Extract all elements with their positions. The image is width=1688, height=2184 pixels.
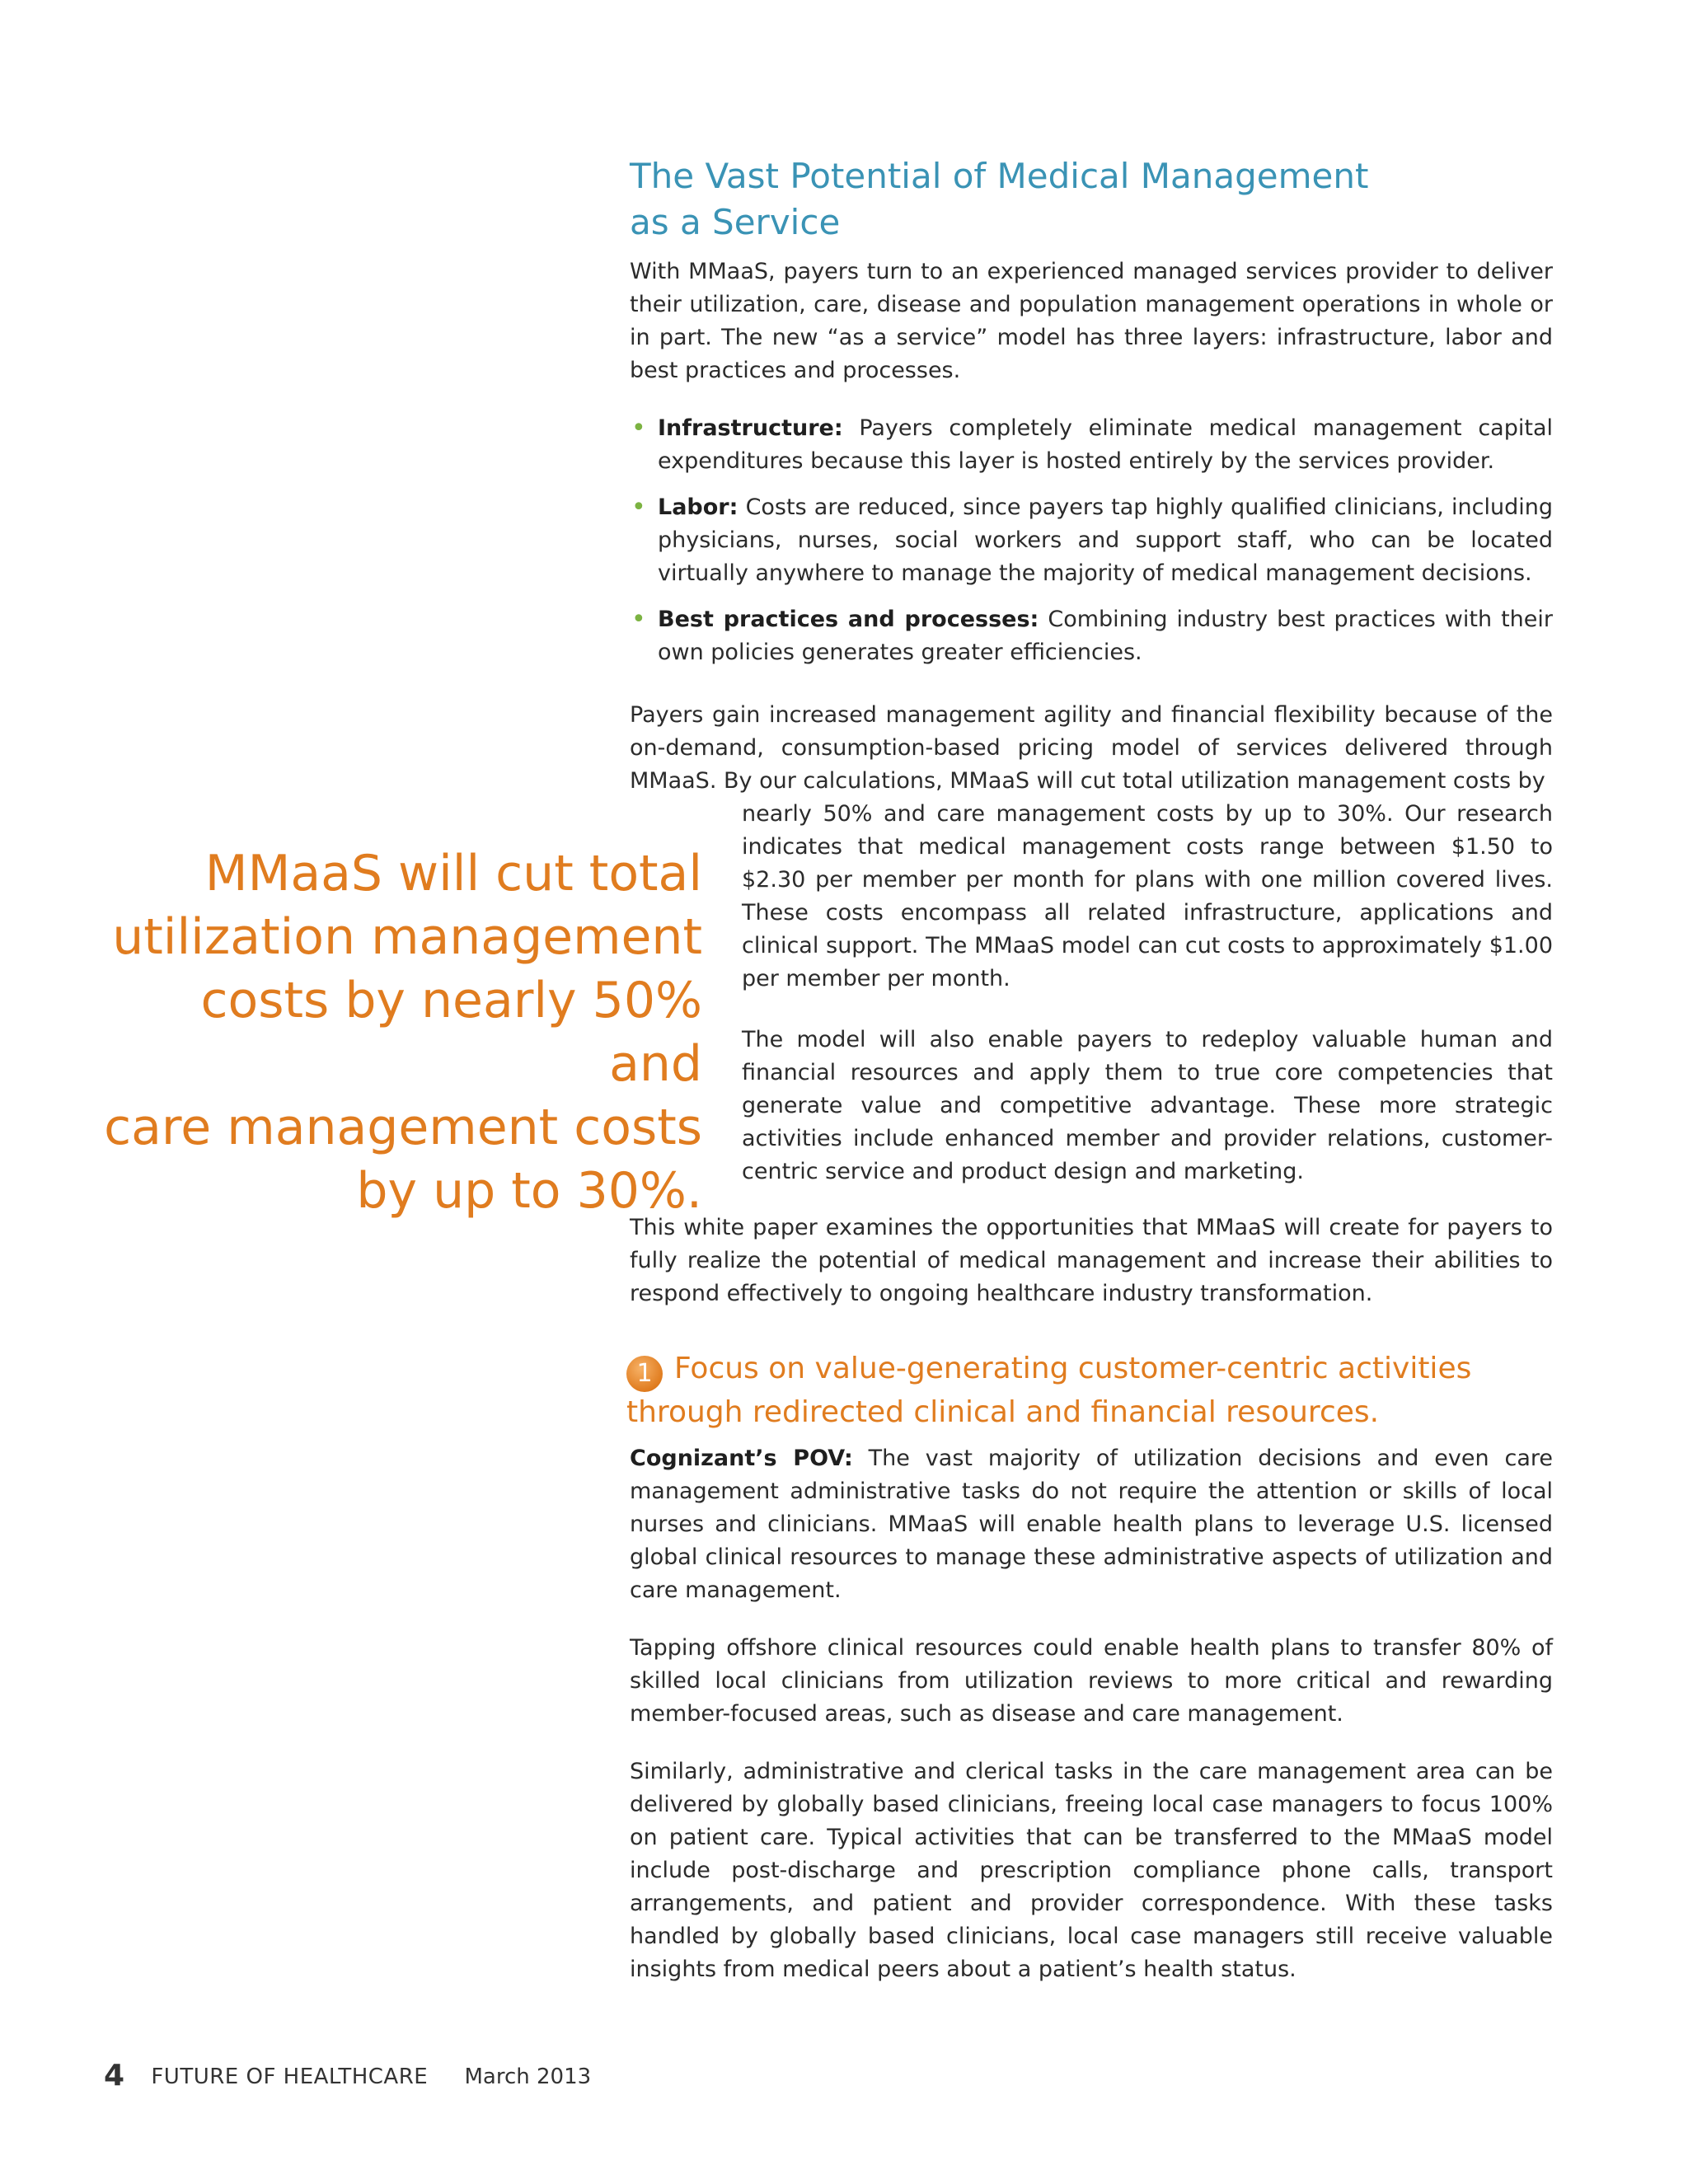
bullet-text: Payers completely eliminate medical management capital expenditures because this layer is hosted entirely by the services provider.: [658, 415, 1553, 474]
list-item: [630, 603, 1553, 669]
bullet-text: Costs are reduced, since payers tap highly qualified clinicians, including physicians, nurses, social workers and support staff, who can be located virtually anywhere to manage the majority of medical management decisions.: [658, 494, 1553, 586]
pov-paragraph: [630, 1442, 1553, 1607]
pull-quote-line: by up to 30%.: [356, 1162, 702, 1220]
pov-text: The vast majority of utilization decisions and even care management administrative tasks do not require the attention or skills of local nurses and clinicians. MMaaS will enable health plans to leverage U.S. licensed global clinical resources to manage these administrative aspects of utilization and care management.: [630, 1446, 1553, 1603]
service-layers-list: [630, 412, 1553, 682]
model-paragraph: The model will also enable payers to redeploy valuable human and financial resources and apply them to true core competencies that generate value and competitive advantage. These more strategic activities include enhanced member and provider relations, customer-centric service and product design and marketing.: [742, 1027, 1553, 1184]
section-1-heading-line-1: [626, 1348, 1566, 1392]
pov-label: Cognizant’s POV:: [630, 1446, 853, 1471]
section-number-badge: 1: [626, 1356, 663, 1392]
white-paper-paragraph: This white paper examines the opportunities that MMaaS will create for payers to fully realize the potential of medical management and increase their abilities to respond effectively to ongoing healthcare industry transformation.: [630, 1215, 1553, 1306]
page-title: [630, 153, 1553, 246]
section-1-heading-line-2: through redirected clinical and financial resources.: [626, 1395, 1380, 1429]
bullet-term: Labor:: [658, 494, 738, 520]
pull-quote-line: utilization management: [112, 908, 702, 966]
section-1-heading-text-1: Focus on value-generating customer-centric activities: [674, 1352, 1472, 1385]
bullet-term: Best practices and processes:: [658, 607, 1039, 632]
similarly-paragraph: Similarly, administrative and clerical tasks in the care management area can be delivered by globally based clinicians, freeing local case managers to focus 100% on patient care. Typical activities that can be transferred to the MMaaS model include post-discharge and prescription compliance phone calls, transport arrangements, and patient and provider correspondence. With these tasks handled by globally based clinicians, local case managers still receive valuable insights from medical peers about a patient’s health status.: [630, 1759, 1553, 1982]
publication-name: FUTURE OF HEALTHCARE: [151, 2064, 429, 2089]
page-title-line-2: as a Service: [630, 202, 841, 242]
bullet-dot-icon: •: [631, 493, 646, 522]
list-item: [630, 412, 1553, 478]
agility-paragraph: [630, 699, 1553, 996]
pull-quote-line: care management costs: [104, 1099, 702, 1156]
page-title-line-1: The Vast Potential of Medical Management: [630, 156, 1369, 196]
page-footer: [104, 2059, 591, 2093]
bullet-dot-icon: •: [631, 414, 646, 443]
agility-paragraph-part-2: nearly 50% and care management costs by up to 30%. Our research indicates that medical management costs range between $1.50 to $2.30 per member per month for plans with one million covered lives. These costs encompass all related infrastructure, applications and clinical support. The MMaaS model can cut costs to approximately $1.00 per member per month.: [742, 801, 1553, 991]
bullet-text: Combining industry best practices with their own policies generates greater efficiencies.: [658, 607, 1553, 665]
pull-quote-line: costs by nearly 50% and: [200, 972, 702, 1093]
publication-date: March 2013: [464, 2064, 592, 2089]
pull-quote-line: MMaaS will cut total: [204, 845, 702, 902]
intro-paragraph: With MMaaS, payers turn to an experienced managed services provider to deliver their utilization, care, disease and population management operations in whole or in part. The new “as a service” model has three layers: infrastructure, labor and best practices and processes.: [630, 259, 1553, 383]
list-item: [630, 491, 1553, 590]
bullet-dot-icon: •: [631, 605, 646, 634]
agility-paragraph-part-1: Payers gain increased management agility and financial flexibility because of the on-demand, consumption-based pricing model of services delivered through MMaaS. By our calculations, MMaaS will cut total utilization management costs by: [630, 702, 1553, 794]
pull-quote: [99, 842, 702, 1223]
section-1-heading: [626, 1348, 1566, 1433]
page-number: 4: [104, 2059, 125, 2093]
tapping-paragraph: Tapping offshore clinical resources could enable health plans to transfer 80% of skilled local clinicians from utilization reviews to more critical and rewarding member-focused areas, such as disease and care management.: [630, 1635, 1553, 1727]
bullet-term: Infrastructure:: [658, 415, 843, 441]
